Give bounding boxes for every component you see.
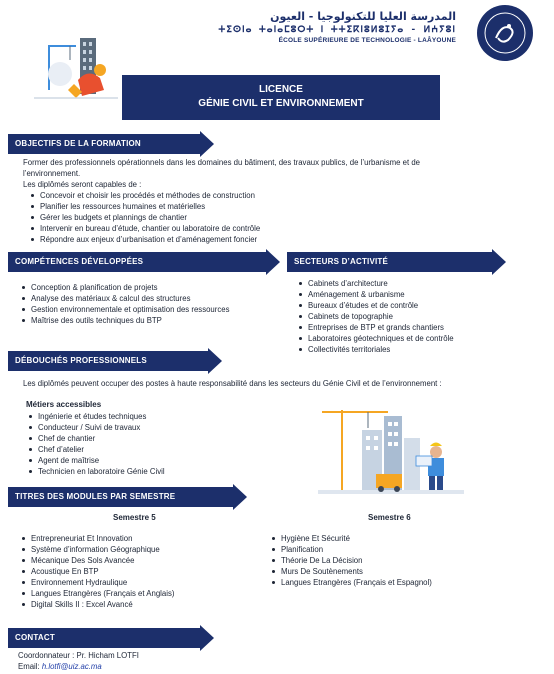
section-banner-objectifs <box>8 134 200 154</box>
contact-email-label: Email: <box>18 662 40 671</box>
university-seal-logo <box>476 4 534 62</box>
list-item: Digital Skills II : Excel Avancé <box>20 599 275 610</box>
section-title-secteurs: SECTEURS D’ACTIVITÉ <box>294 257 389 266</box>
list-item: Théorie De La Décision <box>270 555 530 566</box>
section-banner-debouches <box>8 351 208 371</box>
list-item: Planification <box>270 544 530 555</box>
logo-arabic-name: المدرسة العليا للتكنولوجيا - العيون <box>270 10 456 23</box>
section-banner-modules <box>8 487 233 507</box>
objectifs-list <box>29 190 538 245</box>
program-name: GÉNIE CIVIL ET ENVIRONNEMENT <box>198 98 364 109</box>
list-item: Système d’information Géographique <box>20 544 275 555</box>
section-banner-secteurs <box>287 252 492 272</box>
list-item: Entreprises de BTP et grands chantiers <box>297 322 537 333</box>
construction-illustration <box>30 34 122 106</box>
list-item: Répondre aux enjeux d’urbanisation et d’aménagement foncier <box>29 234 538 245</box>
list-item: Ingénierie et études techniques <box>27 411 267 422</box>
semestre-5-list <box>20 533 275 610</box>
list-item: Entrepreneuriat Et Innovation <box>20 533 275 544</box>
program-degree: LICENCE <box>259 84 303 95</box>
objectifs-intro-line2: l’environnement. <box>23 169 81 178</box>
list-item: Planifier les ressources humaines et matérielles <box>29 201 538 212</box>
list-item: Analyse des matériaux & calcul des structures <box>20 293 275 304</box>
list-item: Langues Etrangères (Français et Espagnol) <box>270 577 530 588</box>
list-item: Gérer les budgets et plannings de chantier <box>29 212 538 223</box>
semestre-6-list <box>270 533 530 588</box>
list-item: Acoustique En BTP <box>20 566 275 577</box>
section-title-debouches: DÉBOUCHÉS PROFESSIONNELS <box>15 356 147 365</box>
objectifs-content <box>23 157 538 245</box>
list-item: Gestion environnementale et optimisation des ressources <box>20 304 275 315</box>
objectifs-capable: Les diplômés seront capables de : <box>23 180 142 189</box>
list-item: Environnement Hydraulique <box>20 577 275 588</box>
program-title-box <box>122 75 440 120</box>
list-item: Cabinets de topographie <box>297 311 537 322</box>
debouches-intro: Les diplômés peuvent occuper des postes à haute responsabilité dans les secteurs du Génie Civil et de l’environnement : <box>23 379 442 388</box>
metiers-title: Métiers accessibles <box>26 400 102 409</box>
objectifs-intro-line1: Former des professionnels opérationnels dans les domaines du bâtiment, des travaux publics, de l’urbanisme et de <box>23 158 420 167</box>
metiers-list <box>27 411 267 477</box>
list-item: Cabinets d’architecture <box>297 278 537 289</box>
list-item: Concevoir et choisir les procédés et méthodes de construction <box>29 190 538 201</box>
list-item: Laboratoires géotechniques et de contrôle <box>297 333 537 344</box>
list-item: Bureaux d’études et de contrôle <box>297 300 537 311</box>
list-item: Collectivités territoriales <box>297 344 537 355</box>
secteurs-list <box>297 278 537 355</box>
section-title-modules: TITRES DES MODULES PAR SEMESTRE <box>15 492 176 501</box>
list-item: Maîtrise des outils techniques du BTP <box>20 315 275 326</box>
list-item: Murs De Soutènements <box>270 566 530 577</box>
list-item: Hygiène Et Sécurité <box>270 533 530 544</box>
list-item: Conducteur / Suivi de travaux <box>27 422 267 433</box>
section-title-contact: CONTACT <box>15 633 55 642</box>
section-banner-contact <box>8 628 200 648</box>
section-title-objectifs: OBJECTIFS DE LA FORMATION <box>15 139 141 148</box>
contact-email-row <box>18 661 102 672</box>
semestre-5-title: Semestre 5 <box>113 513 156 522</box>
logo-french-name: ÉCOLE SUPÉRIEURE DE TECHNOLOGIE - LAÂYOUNE <box>278 37 456 44</box>
list-item: Chef de chantier <box>27 433 267 444</box>
list-item: Agent de maîtrise <box>27 455 267 466</box>
competences-list <box>20 282 275 326</box>
section-banner-competences <box>8 252 266 272</box>
list-item: Chef d’atelier <box>27 444 267 455</box>
list-item: Intervenir en bureau d’étude, chantier ou laboratoire de contrôle <box>29 223 538 234</box>
school-logo-text <box>218 10 456 44</box>
section-title-competences: COMPÉTENCES DÉVELOPPÉES <box>15 257 144 266</box>
list-item: Technicien en laboratoire Génie Civil <box>27 466 267 477</box>
list-item: Aménagement & urbanisme <box>297 289 537 300</box>
contact-coordinator: Coordonnateur : Pr. Hicham LOTFI <box>18 651 139 660</box>
semestre-6-title: Semestre 6 <box>368 513 411 522</box>
list-item: Langues Etrangères (Français et Anglais) <box>20 588 275 599</box>
logo-tifinagh-name: ⵜⵉⵙⵏⴰ ⵜⴰⵏⴰⵎⵓⵔⵜ ⵏ ⵜⵜⵉⴽⵏⵓⵍⵓⵊⵢⴰ - ⵍⵄⵢⵓⵏ <box>218 25 456 35</box>
contact-email-link[interactable]: h.lotfi@uiz.ac.ma <box>41 662 102 671</box>
list-item: Conception & planification de projets <box>20 282 275 293</box>
construction-site-illustration <box>318 400 464 498</box>
list-item: Mécanique Des Sols Avancée <box>20 555 275 566</box>
